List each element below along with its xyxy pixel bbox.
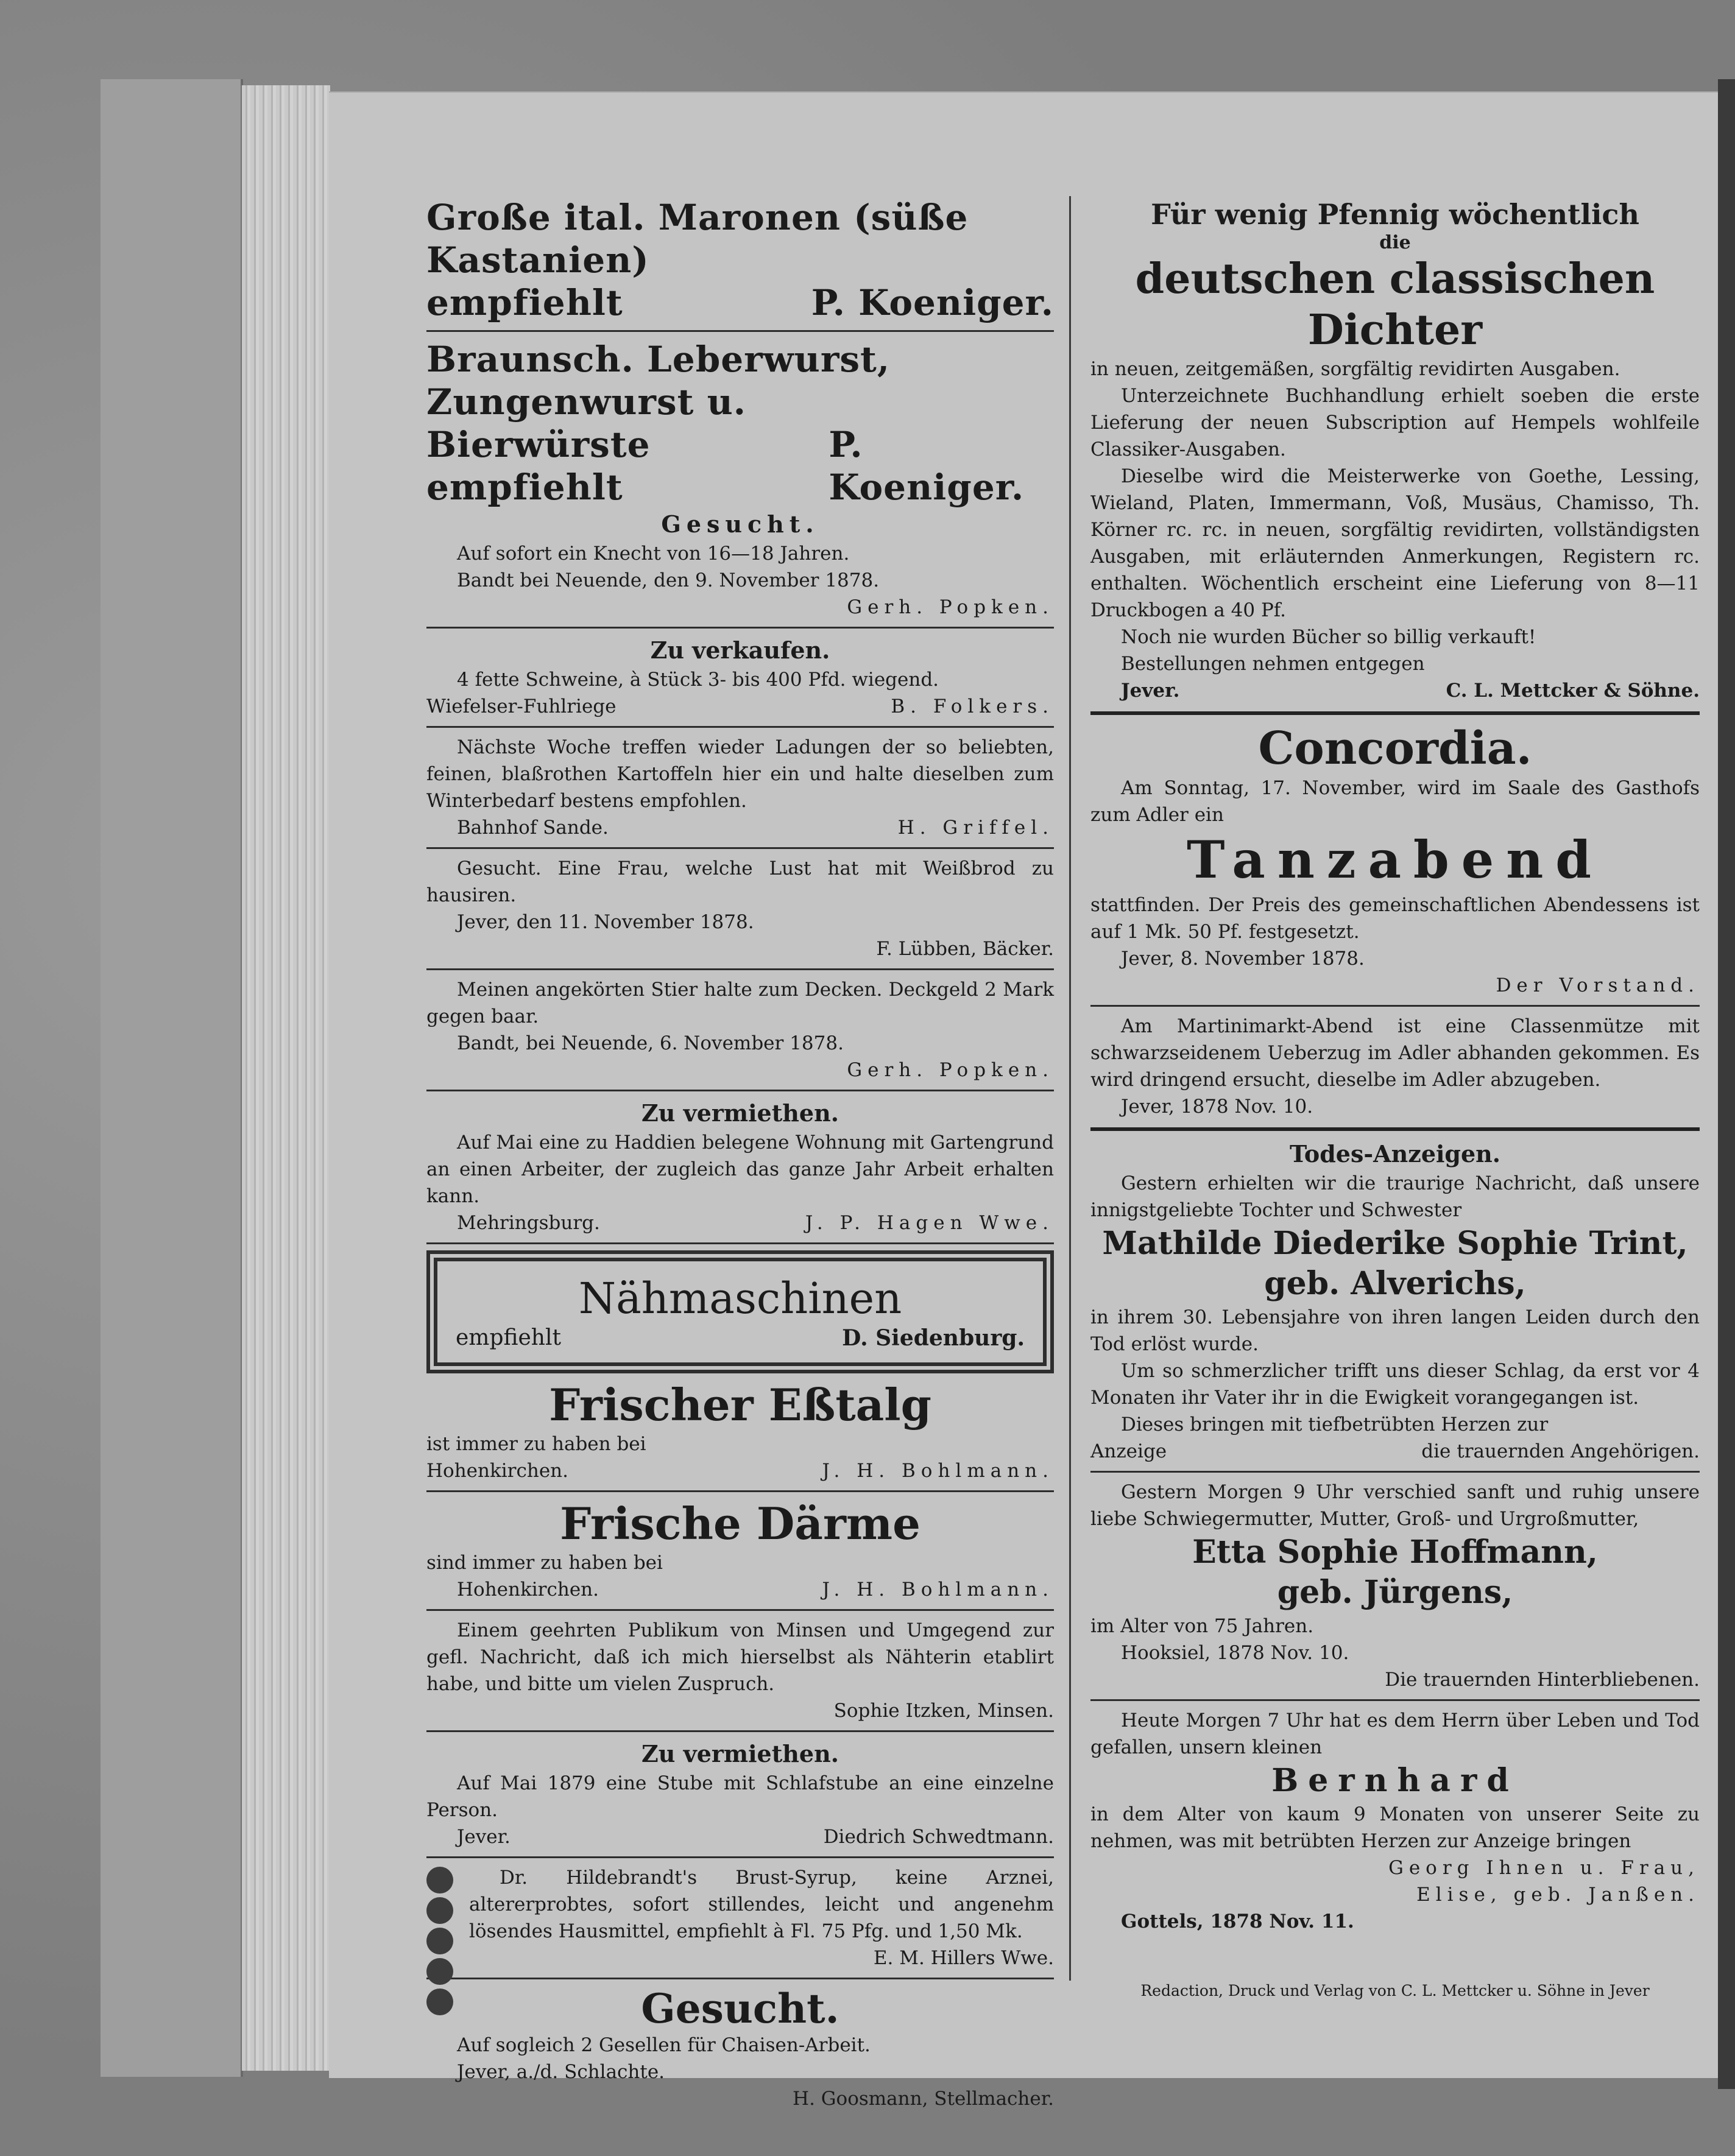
ad-dichter bbox=[1090, 196, 1700, 704]
ad-frau-place: Jever, den 11. November 1878. bbox=[457, 911, 754, 933]
ad-dichter-sign: C. L. Mettcker & Söhne. bbox=[1446, 680, 1700, 702]
ad-todes-trint-footer bbox=[1090, 1438, 1700, 1465]
ad-concordia-place: Jever, 8. November 1878. bbox=[1121, 948, 1365, 970]
ad-daerme-place: Hohenkirchen. bbox=[457, 1579, 599, 1601]
ad-stube-head: Zu vermiethen. bbox=[641, 1740, 839, 1767]
ad-stube-sign: Diedrich Schwedtmann. bbox=[823, 1826, 1054, 1848]
ad-dichter-text3: Noch nie wurden Bücher so billig verkauft! bbox=[1121, 626, 1536, 648]
ad-todes-head: Todes-Anzeigen. bbox=[1289, 1140, 1501, 1168]
ad-stube-place: Jever. bbox=[457, 1826, 511, 1848]
ad-concordia-text: Am Sonntag, 17. November, wird im Saale des Gasthofs zum Adler ein bbox=[1090, 777, 1700, 826]
ad-stier-place: Bandt, bei Neuende, 6. November 1878. bbox=[457, 1032, 844, 1054]
ad-kartoffeln-text: Nächste Woche treffen wieder Ladungen der so beliebten, feinen, blaßrothen Kartoffeln hier ein und halte dieselben zum Winterbedarf bestens empfohlen. bbox=[426, 736, 1054, 812]
ad-stier-sign: Gerh. Popken. bbox=[847, 1059, 1054, 1081]
bullet-dot-icon bbox=[426, 1897, 453, 1924]
ad-todes-hoffmann bbox=[1090, 1479, 1700, 1693]
ad-wohnung-head: Zu vermiethen. bbox=[641, 1099, 839, 1127]
ad-naehterin-sign: Sophie Itzken, Minsen. bbox=[833, 1700, 1054, 1722]
ad-concordia-title: Concordia. bbox=[1258, 722, 1532, 775]
ad-esstalg bbox=[426, 1379, 1054, 1484]
ad-stier bbox=[426, 976, 1054, 1083]
divider bbox=[426, 1490, 1054, 1492]
ad-dichter-footer bbox=[1090, 677, 1700, 704]
bullet-dot-icon bbox=[426, 1928, 453, 1954]
divider bbox=[426, 330, 1054, 332]
ad-naehmaschinen-name: D. Siedenburg. bbox=[842, 1325, 1025, 1351]
ad-daerme-text: sind immer zu haben bei bbox=[426, 1552, 663, 1574]
ad-esstalg-sign: J. H. Bohlmann. bbox=[822, 1460, 1054, 1482]
ad-knecht-place: Bandt bei Neuende, den 9. November 1878. bbox=[457, 569, 880, 591]
ad-schweine-footer bbox=[426, 693, 1054, 720]
ad-todes-trint-sign: die trauernden Angehörigen. bbox=[1421, 1440, 1700, 1462]
ad-kartoffeln-footer bbox=[426, 814, 1054, 841]
newspaper-page bbox=[329, 91, 1718, 2110]
ad-todes-trint-text2: in ihrem 30. Lebensjahre von ihren langen Leiden durch den Tod erlöst wurde. bbox=[1090, 1306, 1700, 1355]
divider bbox=[426, 1242, 1054, 1244]
ad-concordia-tanzabend: Tanzabend bbox=[1186, 830, 1604, 890]
ad-brustsyrup-sign: E. M. Hillers Wwe. bbox=[873, 1947, 1054, 1969]
ad-todes-bernhard bbox=[1090, 1707, 1700, 1935]
ad-dichter-sub: in neuen, zeitgemäßen, sorgfältig revidirten Ausgaben. bbox=[1090, 358, 1620, 380]
ad-esstalg-text: ist immer zu haben bei bbox=[426, 1433, 646, 1455]
ad-knecht-text: Auf sofort ein Knecht von 16—18 Jahren. bbox=[457, 543, 850, 565]
ad-classenmuetze-place: Jever, 1878 Nov. 10. bbox=[1121, 1096, 1313, 1118]
ad-dichter-l2: die bbox=[1379, 232, 1411, 253]
ad-stube-text: Auf Mai 1879 eine Stube mit Schlafstube an eine einzelne Person. bbox=[426, 1772, 1054, 1821]
ad-todes-hoffmann-sign: Die trauernden Hinterbliebenen. bbox=[1385, 1669, 1700, 1691]
ad-leberwurst-title: Braunsch. Leberwurst, Zungenwurst u. bbox=[426, 339, 891, 423]
ad-maronen-line2 bbox=[426, 281, 1054, 324]
divider bbox=[426, 1978, 1054, 1979]
divider bbox=[426, 968, 1054, 970]
ad-leberwurst-name: P. Koeniger. bbox=[829, 424, 1025, 508]
ad-esstalg-footer bbox=[426, 1457, 1054, 1484]
ad-esstalg-title: Frischer Eßtalg bbox=[549, 1379, 931, 1431]
ad-dichter-place: Jever. bbox=[1121, 680, 1180, 702]
ad-knecht bbox=[426, 509, 1054, 621]
ad-concordia bbox=[1090, 722, 1700, 999]
ad-dichter-text4: Bestellungen nehmen entgegen bbox=[1121, 653, 1425, 675]
ad-wohnung-text: Auf Mai eine zu Haddien belegene Wohnung mit Gartengrund an einen Arbeiter, der zugleich das ganze Jahr Arbeit erhalten kann. bbox=[426, 1132, 1054, 1207]
divider bbox=[426, 726, 1054, 728]
ad-leberwurst-line2 bbox=[426, 423, 1054, 509]
divider bbox=[426, 847, 1054, 849]
ad-maronen-name: P. Koeniger. bbox=[811, 282, 1054, 323]
ad-naehmaschinen-empf: empfiehlt bbox=[456, 1325, 561, 1350]
ad-todes-bernhard-name: Bernhard bbox=[1271, 1762, 1519, 1799]
ad-gesellen-sign: H. Goosmann, Stellmacher. bbox=[793, 2088, 1054, 2110]
ad-stier-text: Meinen angekörten Stier halte zum Decken. Deckgeld 2 Mark gegen baar. bbox=[426, 979, 1054, 1027]
ad-dichter-text2: Dieselbe wird die Meisterwerke von Goethe, Lessing, Wieland, Platen, Immermann, Voß, Musäus, Chamisso, Th. Körner rc. rc. in neuen, sorgfältig revidirten, vollständigsten Ausgaben, mit erläuternden Anmerkungen, Registern rc. enthalten. Wöchentlich erscheint eine Lieferung von 8—11 Druckbogen a 40 Pf. bbox=[1090, 465, 1700, 621]
ad-esstalg-place: Hohenkirchen. bbox=[426, 1460, 568, 1482]
ad-classenmuetze bbox=[1090, 1013, 1700, 1120]
ad-stube bbox=[426, 1738, 1054, 1850]
ad-todes-bernhard-sign1: Georg Ihnen u. Frau, bbox=[1388, 1857, 1700, 1879]
ad-frau-sign: F. Lübben, Bäcker. bbox=[876, 938, 1054, 960]
ad-todes-hoffmann-born: geb. Jürgens, bbox=[1277, 1574, 1513, 1611]
divider bbox=[1090, 1005, 1700, 1007]
ad-concordia-text2: stattfinden. Der Preis des gemeinschaftlichen Abendessens ist auf 1 Mk. 50 Pf. festgesetzt. bbox=[1090, 894, 1700, 943]
ad-daerme bbox=[426, 1498, 1054, 1603]
ad-wohnung-sign: J. P. Hagen Wwe. bbox=[805, 1212, 1054, 1234]
divider bbox=[426, 1090, 1054, 1091]
ad-gesellen-place: Jever, a./d. Schlachte. bbox=[457, 2061, 665, 2083]
ad-wohnung bbox=[426, 1097, 1054, 1236]
ad-daerme-sign: J. H. Bohlmann. bbox=[822, 1579, 1054, 1601]
page-stack-edge bbox=[241, 85, 330, 2071]
ad-naehmaschinen-title: Nähmaschinen bbox=[578, 1274, 902, 1323]
ad-leberwurst bbox=[426, 338, 1054, 509]
ad-stube-footer bbox=[426, 1823, 1054, 1850]
ad-todes-bernhard-sign2: Elise, geb. Janßen. bbox=[1416, 1884, 1700, 1906]
book-cover-edge bbox=[101, 79, 243, 2077]
imprint-footer: Redaction, Druck und Verlag von C. L. Mettcker u. Söhne in Jever bbox=[1140, 1982, 1650, 1999]
divider bbox=[1090, 1699, 1700, 1701]
ad-schweine-place: Wiefelser-Fuhlriege bbox=[426, 696, 617, 717]
ad-kartoffeln-place: Bahnhof Sande. bbox=[457, 817, 609, 839]
ad-frau bbox=[426, 855, 1054, 962]
ad-wohnung-footer bbox=[426, 1210, 1054, 1236]
ad-todes-trint-born: geb. Alverichs, bbox=[1264, 1265, 1526, 1302]
ad-todes-hoffmann-place: Hooksiel, 1878 Nov. 10. bbox=[1121, 1642, 1349, 1664]
ad-leberwurst-text: Bierwürste empfiehlt bbox=[426, 424, 651, 508]
ad-daerme-footer bbox=[426, 1576, 1054, 1603]
ad-todes-trint bbox=[1090, 1138, 1700, 1465]
ad-knecht-sign: Gerh. Popken. bbox=[847, 596, 1054, 618]
divider bbox=[426, 1730, 1054, 1732]
ad-knecht-head: Gesucht. bbox=[661, 510, 819, 538]
ad-todes-bernhard-text: Heute Morgen 7 Uhr hat es dem Herrn über Leben und Tod gefallen, unsern kleinen bbox=[1090, 1710, 1700, 1758]
ad-brustsyrup-text: Dr. Hildebrandt's Brust-Syrup, keine Arznei, altererprobtes, sofort stillendes, leicht und angenehm lösendes Hausmittel, empfiehlt à Fl. 75 Pfg. und 1,50 Mk. bbox=[469, 1867, 1054, 1942]
column-rule bbox=[1069, 196, 1071, 1981]
divider bbox=[1090, 711, 1700, 715]
right-column bbox=[1090, 196, 1700, 1935]
ad-schweine-text: 4 fette Schweine, à Stück 3- bis 400 Pfd. wiegend. bbox=[457, 669, 939, 691]
right-page-edge bbox=[1718, 79, 1735, 2089]
ad-kartoffeln-sign: H. Griffel. bbox=[897, 817, 1054, 839]
ad-schweine bbox=[426, 635, 1054, 720]
ad-concordia-sign: Der Vorstand. bbox=[1496, 974, 1700, 996]
ad-kartoffeln bbox=[426, 734, 1054, 841]
ad-dichter-text: Unterzeichnete Buchhandlung erhielt soeben die erste Lieferung der neuen Subscription auf Hempels wohlfeile Classiker-Ausgaben. bbox=[1090, 385, 1700, 460]
ad-maronen bbox=[426, 196, 1054, 324]
divider bbox=[426, 1609, 1054, 1611]
ad-naehmaschinen bbox=[426, 1250, 1054, 1373]
ad-dichter-title: deutschen classischen Dichter bbox=[1135, 255, 1655, 354]
ad-daerme-title: Frische Därme bbox=[560, 1498, 921, 1549]
ad-todes-hoffmann-text2: im Alter von 75 Jahren. bbox=[1090, 1615, 1314, 1637]
ad-todes-trint-anzeige: Anzeige bbox=[1090, 1440, 1167, 1462]
divider bbox=[426, 627, 1054, 629]
ad-todes-hoffmann-text: Gestern Morgen 9 Uhr verschied sanft und ruhig unsere liebe Schwiegermutter, Mutter, Groß- und Urgroßmutter, bbox=[1090, 1481, 1700, 1530]
divider bbox=[426, 1856, 1054, 1858]
left-column bbox=[426, 196, 1054, 2112]
bullet-dot-icon bbox=[426, 1958, 453, 1985]
ad-wohnung-place: Mehringsburg. bbox=[457, 1212, 600, 1234]
ad-naehmaschinen-footer bbox=[456, 1325, 1025, 1351]
ad-todes-trint-text4a: Dieses bringen mit tiefbetrübten Herzen zur bbox=[1121, 1414, 1549, 1436]
divider bbox=[1090, 1127, 1700, 1131]
ad-gesellen-head: Gesucht. bbox=[641, 1985, 839, 2032]
ad-brustsyrup bbox=[426, 1864, 1054, 1971]
ad-classenmuetze-text: Am Martinimarkt-Abend ist eine Classenmütze mit schwarzseidenem Ueberzug im Adler abhanden gekommen. Es wird dringend ersucht, dieselbe im Adler abzugeben. bbox=[1090, 1015, 1700, 1091]
ad-gesellen-text: Auf sogleich 2 Gesellen für Chaisen-Arbeit. bbox=[457, 2034, 871, 2056]
bullet-dot-icon bbox=[426, 1867, 453, 1894]
ad-schweine-head: Zu verkaufen. bbox=[650, 636, 830, 664]
ad-todes-bernhard-text2: in dem Alter von kaum 9 Monaten von unserer Seite zu nehmen, was mit betrübten Herzen zur Anzeige bringen bbox=[1090, 1803, 1700, 1852]
ad-gesellen bbox=[426, 1985, 1054, 2112]
ad-naehterin-text: Einem geehrten Publikum von Minsen und Umgegend zur gefl. Nachricht, daß ich mich hierselbst als Nähterin etablirt habe, und bitte um vielen Zuspruch. bbox=[426, 1619, 1054, 1695]
ad-todes-trint-text: Gestern erhielten wir die traurige Nachricht, daß unsere innigstgeliebte Tochter und Schwester bbox=[1090, 1172, 1700, 1221]
ad-todes-hoffmann-name: Etta Sophie Hoffmann, bbox=[1192, 1534, 1598, 1571]
ad-todes-trint-text3: Um so schmerzlicher trifft uns dieser Schlag, da erst vor 4 Monaten ihr Vater ihr in die Ewigkeit vorangegangen ist. bbox=[1090, 1360, 1700, 1409]
ad-todes-bernhard-place: Gottels, 1878 Nov. 11. bbox=[1121, 1911, 1354, 1932]
ad-maronen-empf: empfiehlt bbox=[426, 282, 623, 323]
ad-maronen-title: Große ital. Maronen (süße Kastanien) bbox=[426, 197, 969, 281]
ad-naehterin bbox=[426, 1617, 1054, 1724]
divider bbox=[1090, 1471, 1700, 1473]
ad-frau-text: Gesucht. Eine Frau, welche Lust hat mit Weißbrod zu hausiren. bbox=[426, 858, 1054, 906]
ad-todes-trint-name: Mathilde Diederike Sophie Trint, bbox=[1102, 1225, 1688, 1262]
ad-dichter-l1: Für wenig Pfennig wöchentlich bbox=[1151, 198, 1639, 231]
ad-schweine-sign: B. Folkers. bbox=[891, 696, 1054, 717]
